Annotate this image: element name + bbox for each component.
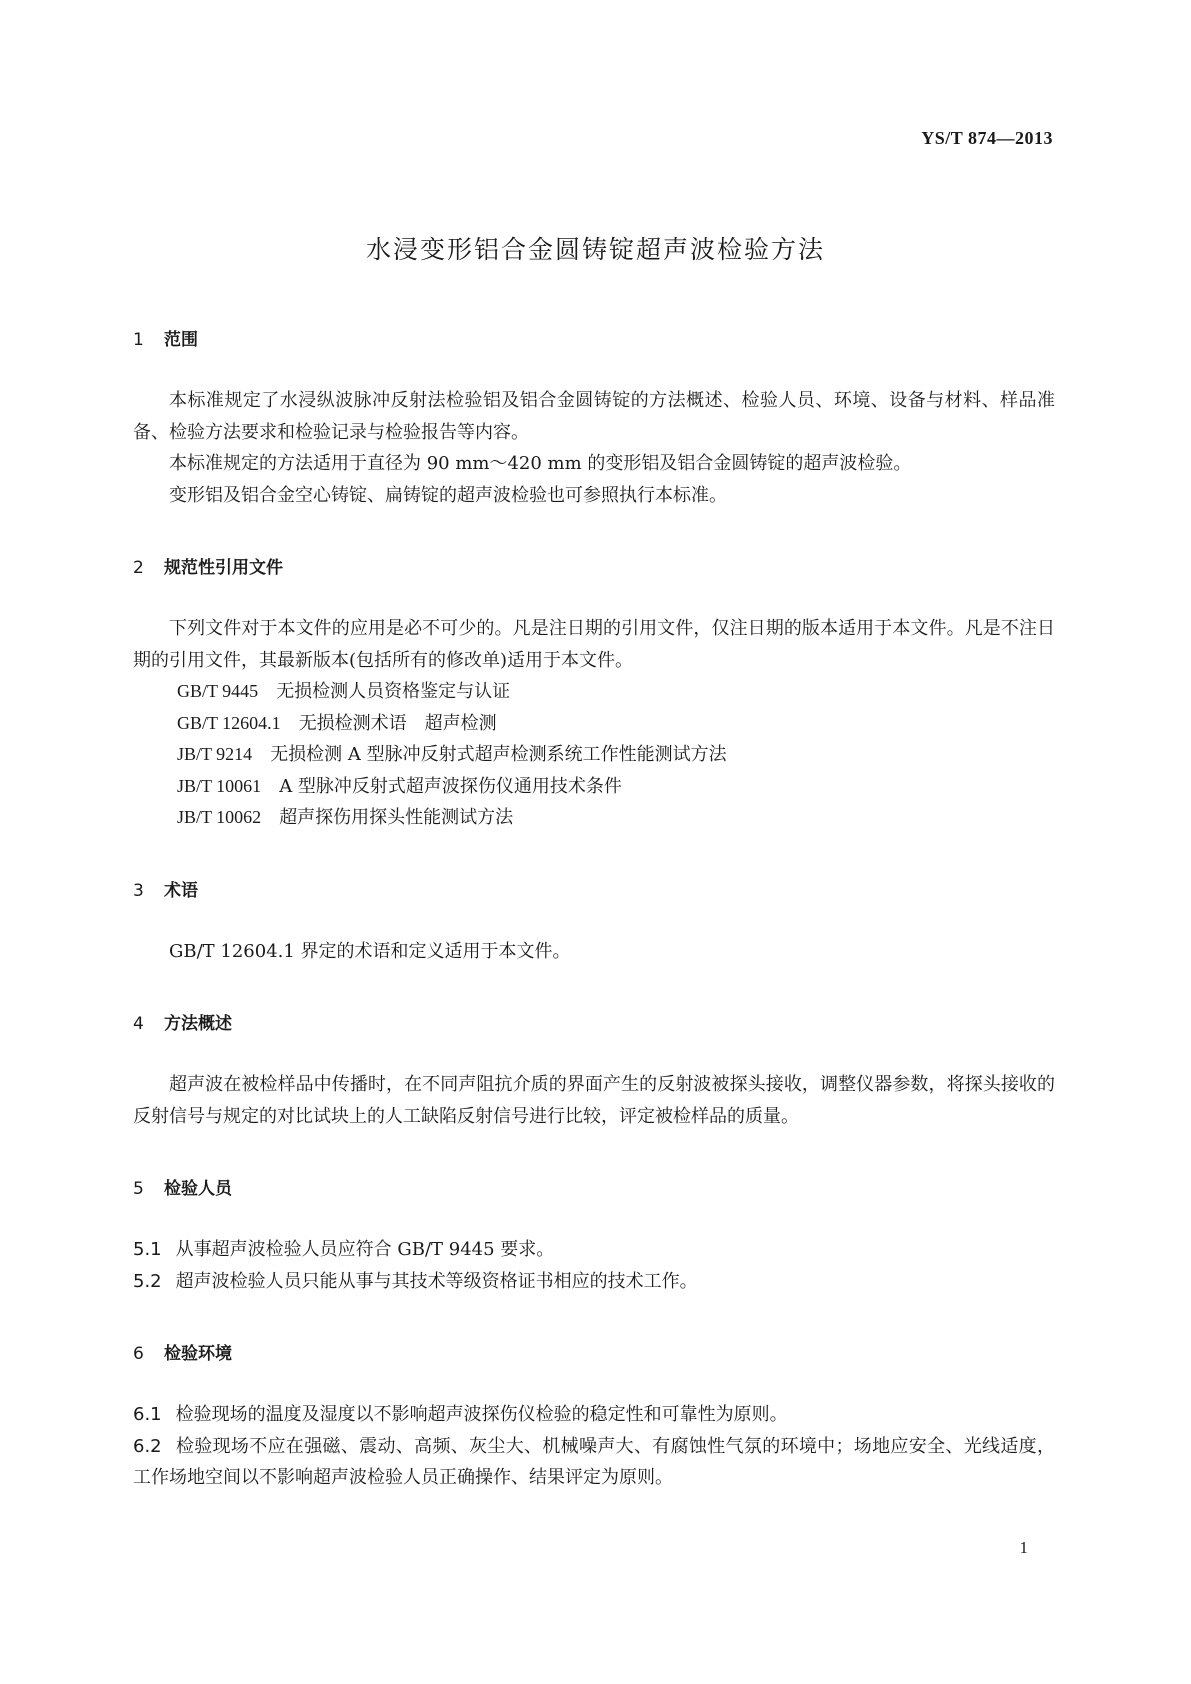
reference-code: JB/T 10062 [177,807,262,827]
section-number: 5 [133,1179,144,1199]
section-body [133,1069,1055,1132]
section-number: 2 [133,558,144,578]
section-title: 范围 [164,330,198,350]
clause [133,1399,1055,1431]
section-body [133,936,1055,968]
clause-text: 检验现场不应在强磁、震动、高频、灰尘大、机械噪声大、有腐蚀性气氛的环境中；场地应安全、光线适度，工作场地空间以不影响超声波检验人员正确操作、结果评定为原则。 [133,1435,1055,1488]
reference-code: GB/T 12604.1 [177,712,281,733]
section-inspection-personnel [133,1175,1055,1297]
section-heading [133,326,1055,354]
section-title: 术语 [164,880,198,901]
clause-number: 6.1 [133,1404,162,1425]
clause-text: 超声波检验人员只能从事与其技术等级资格证书相应的技术工作。 [175,1270,698,1292]
paragraph: 变形铝及铝合金空心铸锭、扁铸锭的超声波检验也可参照执行本标准。 [169,484,727,506]
reference-code: JB/T 9214 [177,744,253,764]
reference-title: A 型脉冲反射式超声波探伤仪通用技术条件 [279,775,622,797]
section-normative-references [133,554,1055,834]
reference-title: 无损检测人员资格鉴定与认证 [276,681,511,702]
clause [133,1431,1055,1494]
page-number: 1 [1019,1538,1028,1557]
section-number: 3 [133,880,144,901]
section-body [133,613,1055,834]
reference-title: 无损检测 A 型脉冲反射式超声检测系统工作性能测试方法 [270,744,727,765]
section-heading [133,554,1055,582]
reference-item [133,771,1055,803]
section-title: 检验人员 [164,1179,232,1199]
clause-number: 5.2 [133,1270,162,1292]
section-body [133,1234,1055,1297]
clause-number: 5.1 [133,1239,162,1260]
paragraph: 本标准规定了水浸纵波脉冲反射法检验铝及铝合金圆铸锭的方法概述、检验人员、环境、设备与材料、样品准备、检验方法要求和检验记录与检验报告等内容。 [133,390,1055,443]
reference-item [133,708,1055,740]
section-title: 方法概述 [164,1014,232,1034]
section-heading [133,1175,1055,1203]
section-terms [133,877,1055,968]
section-method-overview [133,1010,1055,1132]
section-scope [133,326,1055,511]
section-heading [133,877,1055,905]
section-number: 4 [133,1014,144,1034]
reference-title: 无损检测术语 超声检测 [298,712,497,734]
reference-item [133,739,1055,771]
reference-item [133,802,1055,834]
document-code: YS/T 874—2013 [921,128,1053,148]
paragraph: 本标准规定的方法适用于直径为 90 mm～420 mm 的变形铝及铝合金圆铸锭的超声波检验。 [169,453,912,474]
reference-item [133,676,1055,708]
clause-text: 检验现场的温度及湿度以不影响超声波探伤仪检验的稳定性和可靠性为原则。 [175,1404,788,1425]
section-body [133,385,1055,511]
clause-text: 从事超声波检验人员应符合 GB/T 9445 要求。 [175,1239,555,1260]
section-title: 检验环境 [164,1344,232,1364]
reference-code: JB/T 10061 [177,775,262,796]
reference-code: GB/T 9445 [177,681,259,701]
section-number: 1 [133,330,144,350]
section-heading [133,1010,1055,1038]
document-body [133,326,1055,1494]
clause [133,1234,1055,1266]
section-body [133,1399,1055,1494]
section-title: 规范性引用文件 [164,558,283,578]
section-inspection-environment [133,1340,1055,1494]
clause-number: 6.2 [133,1435,162,1457]
reference-title: 超声探伤用探头性能测试方法 [279,807,514,828]
paragraph: 超声波在被检样品中传播时，在不同声阻抗介质的界面产生的反射波被探头接收，调整仪器参数，将探头接收的反射信号与规定的对比试块上的人工缺陷反射信号进行比较，评定被检样品的质量。 [133,1074,1055,1127]
section-heading [133,1340,1055,1368]
paragraph: 下列文件对于本文件的应用是必不可少的。凡是注日期的引用文件，仅注日期的版本适用于本文件。凡是不注日期的引用文件，其最新版本(包括所有的修改单)适用于本文件。 [133,618,1055,671]
clause [133,1266,1055,1298]
paragraph: GB/T 12604.1 界定的术语和定义适用于本文件。 [169,940,571,962]
document-title: 水浸变形铝合金圆铸锭超声波检验方法 [365,235,825,264]
section-number: 6 [133,1344,144,1364]
